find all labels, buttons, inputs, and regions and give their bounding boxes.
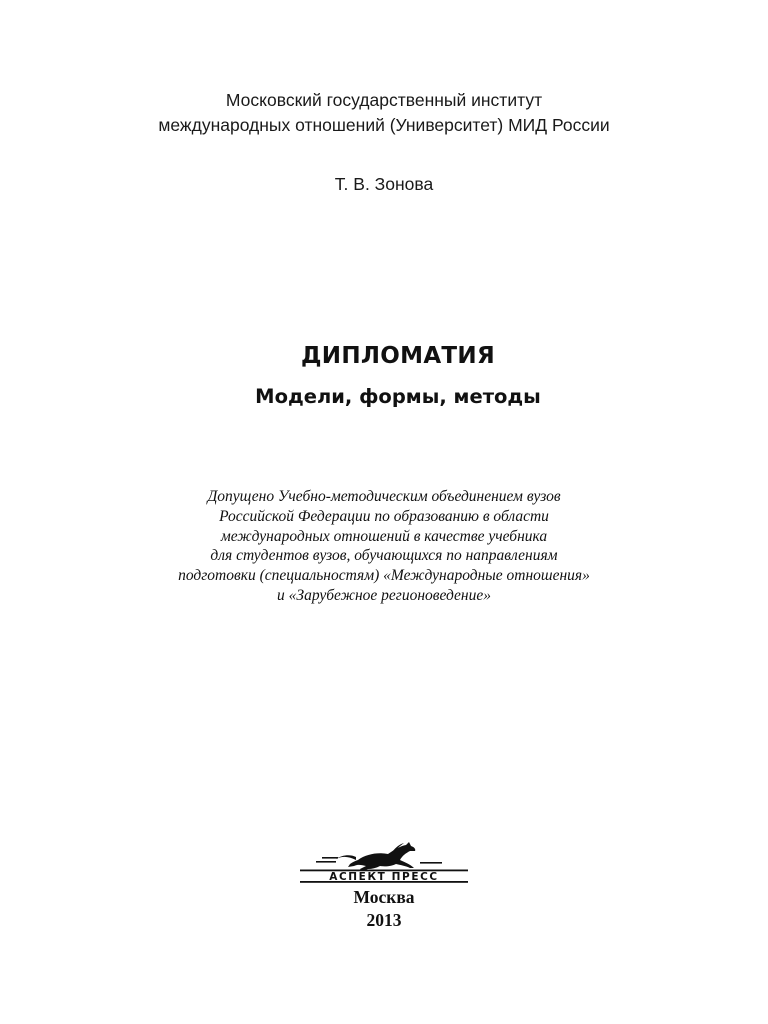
author-name: Т. В. Зонова — [334, 174, 434, 194]
approval-line: подготовки (специальностям) «Международные отношения» — [178, 567, 590, 585]
approval-line: Российской Федерации по образованию в области — [219, 507, 549, 525]
approval-line: и «Зарубежное регионоведение» — [277, 586, 491, 604]
publisher-logo-text: АСПЕКТ ПРЕСС — [329, 871, 439, 883]
approval-line: международных отношений в качестве учебника — [220, 527, 548, 545]
approval-note — [0, 487, 768, 606]
publisher-city: Москва — [353, 887, 415, 907]
approval-line: для студентов вузов, обучающихся по направлениям — [210, 547, 558, 565]
approval-line: Допущено Учебно-методическим объединением вузов — [207, 488, 561, 505]
book-title: ДИПЛОМАТИЯ — [301, 343, 495, 369]
running-horse-icon — [316, 842, 442, 871]
institution-line-2: международных отношений (Университет) МИД России — [158, 115, 610, 135]
publisher-logo — [296, 838, 472, 888]
book-subtitle: Модели, формы, методы — [255, 385, 541, 408]
institution-line-1: Московский государственный институт — [225, 90, 543, 110]
publication-year: 2013 — [366, 910, 402, 930]
institution-name — [0, 88, 768, 138]
